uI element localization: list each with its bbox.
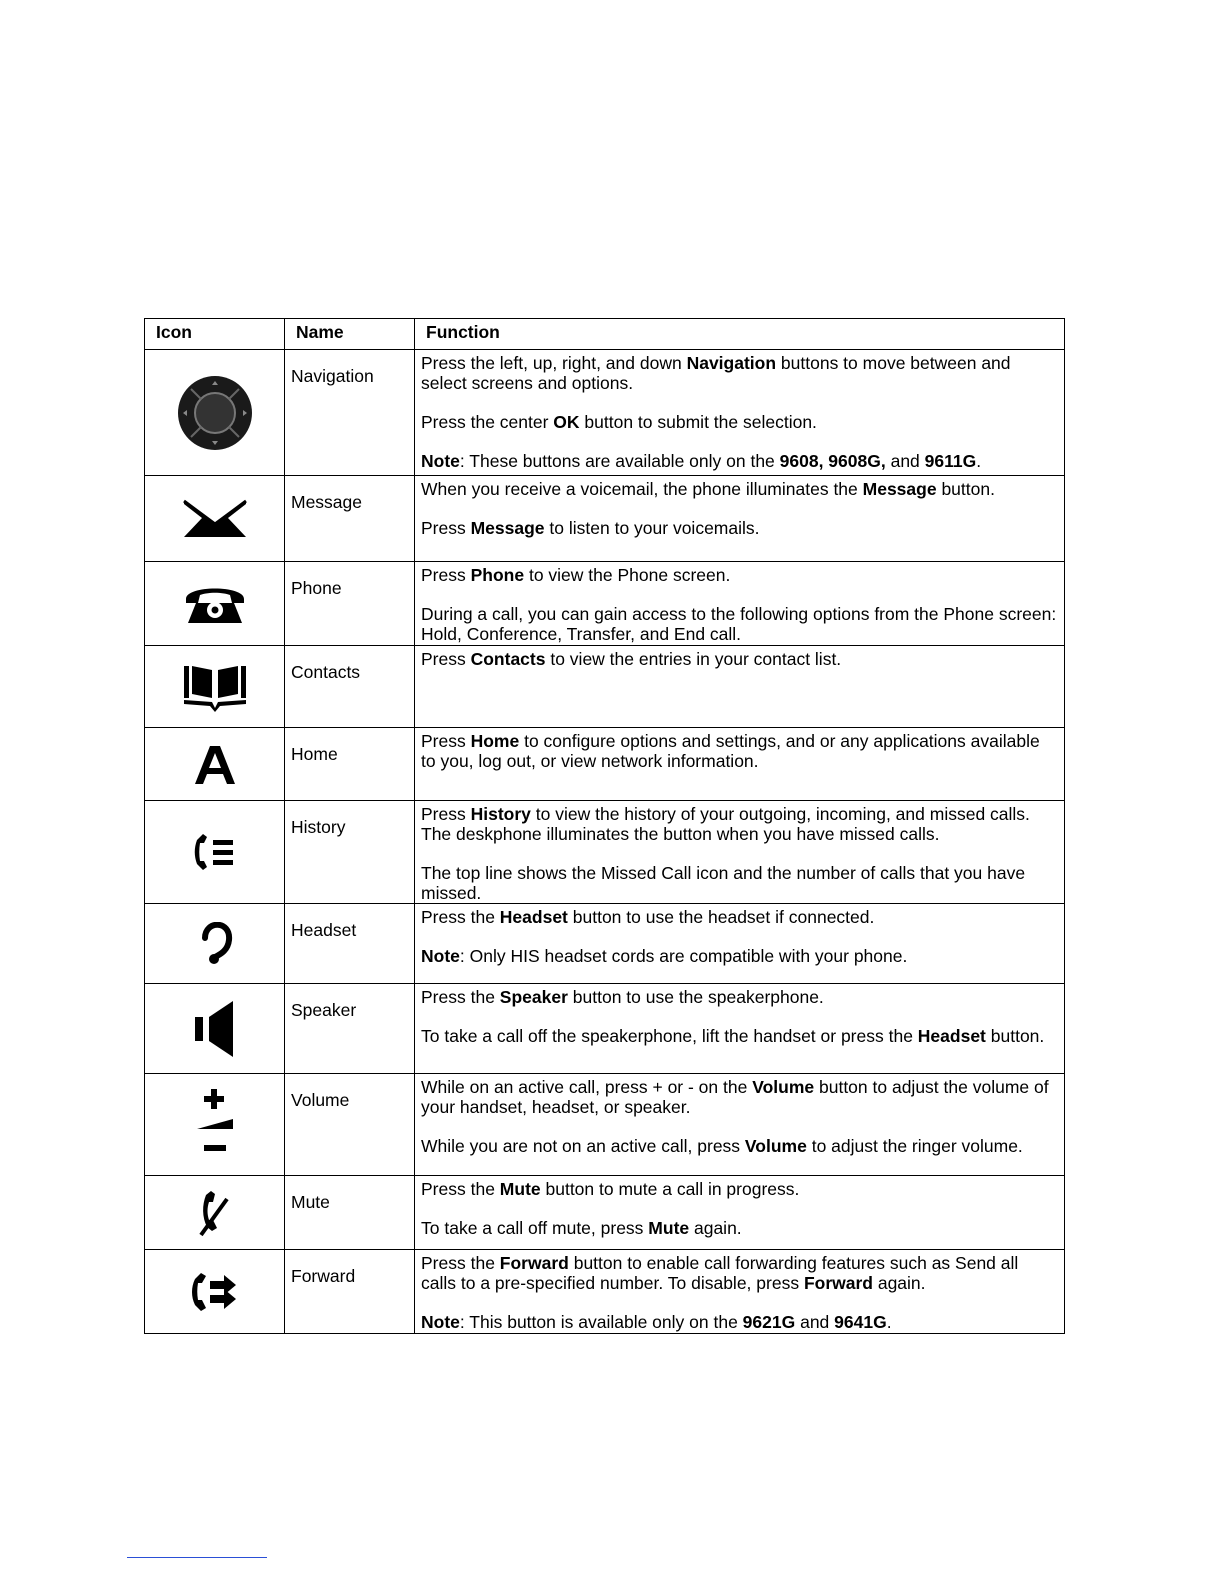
function-paragraph [421, 1136, 1058, 1156]
icon-cell [145, 904, 285, 984]
text-run: button to enable call forwarding features such as Send all calls to a pre-specified number. To disable, press [421, 1253, 1019, 1293]
button-name: Message [285, 476, 415, 562]
button-function [415, 1250, 1065, 1334]
bold-term: Mute [499, 1179, 541, 1199]
history-icon [193, 841, 237, 861]
button-name: Phone [285, 562, 415, 646]
bold-term: 9611G [924, 451, 977, 471]
text-run: Press [421, 649, 471, 669]
table-row [145, 350, 1065, 476]
bold-term: Note [421, 946, 460, 966]
bold-term: Phone [470, 565, 525, 585]
bold-term: Forward [499, 1253, 569, 1273]
text-run: Press the [421, 987, 500, 1007]
function-paragraph [421, 804, 1058, 844]
text-run: When you receive a voicemail, the phone illuminates the [421, 479, 863, 499]
text-run: During a call, you can gain access to the following options from the Phone screen: Hold, Conference, Transfer, and End call. [421, 604, 1057, 644]
button-function [415, 728, 1065, 801]
function-paragraph [421, 1026, 1058, 1046]
text-run: and [795, 1312, 835, 1332]
text-run: button to submit the selection. [579, 412, 817, 432]
bold-term: Headset [499, 907, 568, 927]
button-function [415, 1074, 1065, 1176]
bold-term: 9641G [834, 1312, 887, 1332]
button-function [415, 646, 1065, 728]
text-run: Press [421, 731, 471, 751]
home-icon [195, 753, 235, 773]
function-paragraph [421, 353, 1058, 393]
bold-term: Contacts [470, 649, 546, 669]
function-paragraph [421, 1253, 1058, 1293]
function-paragraph [421, 479, 1058, 499]
function-paragraph [421, 412, 1058, 432]
table-row [145, 1176, 1065, 1250]
text-run: to configure options and settings, and or any applications available to you, log out, or view network information. [421, 731, 1040, 771]
speaker-icon [193, 1017, 237, 1037]
button-name: Speaker [285, 984, 415, 1074]
function-paragraph [421, 649, 1058, 669]
bold-term: Home [470, 731, 520, 751]
text-run: Press [421, 804, 471, 824]
function-paragraph [421, 565, 1058, 585]
header-name: Name [285, 319, 415, 350]
text-run: again. [872, 1273, 926, 1293]
button-function [415, 904, 1065, 984]
text-run: button to mute a call in progress. [540, 1179, 800, 1199]
text-run: Press [421, 565, 471, 585]
button-name: Forward [285, 1250, 415, 1334]
bold-term: Message [862, 479, 937, 499]
text-run: While on an active call, press + or - on the [421, 1077, 753, 1097]
bold-term: 9608, 9608G, [779, 451, 886, 471]
bold-term: Volume [752, 1077, 815, 1097]
footnote-separator [127, 1557, 267, 1558]
bold-term: Navigation [686, 353, 777, 373]
text-run: button. [985, 1026, 1045, 1046]
phone-buttons-table [144, 318, 1065, 1334]
header-icon: Icon [145, 319, 285, 350]
text-run: Press the [421, 1253, 500, 1273]
bold-term: Note [421, 451, 460, 471]
headset-icon [197, 932, 233, 952]
table-row [145, 1074, 1065, 1176]
navigation-icon [177, 401, 253, 421]
text-run: button to use the headset if connected. [567, 907, 875, 927]
forward-icon [190, 1280, 240, 1300]
text-run: to listen to your voicemails. [544, 518, 760, 538]
text-run: The top line shows the Missed Call icon and the number of calls that you have missed. [421, 863, 1026, 903]
header-function: Function [415, 319, 1065, 350]
function-paragraph [421, 604, 1058, 644]
button-function [415, 562, 1065, 646]
icon-cell [145, 476, 285, 562]
function-paragraph [421, 1218, 1058, 1238]
function-paragraph [421, 518, 1058, 538]
button-name: Mute [285, 1176, 415, 1250]
bold-term: Message [470, 518, 545, 538]
button-name: History [285, 801, 415, 904]
text-run: button. [936, 479, 995, 499]
icon-cell [145, 1250, 285, 1334]
bold-term: Speaker [499, 987, 568, 1007]
text-run: again. [689, 1218, 742, 1238]
text-run: While you are not on an active call, press [421, 1136, 745, 1156]
bold-term: Forward [803, 1273, 873, 1293]
message-icon [182, 507, 248, 527]
text-run: and [885, 451, 925, 471]
bold-term: Mute [648, 1218, 690, 1238]
button-function [415, 476, 1065, 562]
icon-cell [145, 350, 285, 476]
icon-cell [145, 646, 285, 728]
button-name: Volume [285, 1074, 415, 1176]
text-run: To take a call off mute, press [421, 1218, 649, 1238]
text-run: button to adjust the volume of your handset, headset, or speaker. [421, 1077, 1049, 1117]
button-name: Headset [285, 904, 415, 984]
text-run: to adjust the ringer volume. [806, 1136, 1023, 1156]
text-run: buttons to move between and select screens and options. [421, 353, 1011, 393]
text-run: button to use the speakerphone. [567, 987, 824, 1007]
bold-term: Headset [917, 1026, 986, 1046]
bold-term: 9621G [742, 1312, 796, 1332]
button-function [415, 984, 1065, 1074]
table-row [145, 728, 1065, 801]
bold-term: Note [421, 1312, 460, 1332]
text-run: Press the center [421, 412, 554, 432]
text-run: Press the [421, 1179, 500, 1199]
bold-term: OK [553, 412, 580, 432]
function-paragraph [421, 863, 1058, 903]
function-paragraph [421, 907, 1058, 927]
contacts-icon [182, 675, 248, 695]
button-name: Navigation [285, 350, 415, 476]
text-run: Press the [421, 907, 500, 927]
text-run: . [886, 1312, 892, 1332]
icon-cell [145, 1074, 285, 1176]
table-row [145, 801, 1065, 904]
button-function [415, 801, 1065, 904]
text-run: . [976, 451, 982, 471]
table-row [145, 904, 1065, 984]
function-paragraph [421, 451, 1058, 471]
volume-icon [195, 1113, 235, 1133]
function-paragraph [421, 731, 1058, 771]
function-paragraph [421, 1077, 1058, 1117]
table-row [145, 984, 1065, 1074]
bold-term: Volume [744, 1136, 807, 1156]
button-name: Contacts [285, 646, 415, 728]
text-run: To take a call off the speakerphone, lift the handset or press the [421, 1026, 918, 1046]
function-paragraph [421, 1312, 1058, 1332]
bold-term: History [470, 804, 531, 824]
button-name: Home [285, 728, 415, 801]
phone-icon [182, 592, 248, 612]
table-row [145, 562, 1065, 646]
icon-cell [145, 984, 285, 1074]
function-paragraph [421, 946, 1058, 966]
text-run: : This button is available only on the [459, 1312, 743, 1332]
table-row [145, 1250, 1065, 1334]
text-run: to view the Phone screen. [524, 565, 731, 585]
icon-cell [145, 562, 285, 646]
icon-cell [145, 801, 285, 904]
icon-cell [145, 728, 285, 801]
function-paragraph [421, 1179, 1058, 1199]
text-run: to view the history of your outgoing, incoming, and missed calls. The deskphone illuminates the button when you have missed calls. [421, 804, 1030, 844]
table-row [145, 646, 1065, 728]
function-paragraph [421, 987, 1058, 1007]
text-run: to view the entries in your contact list. [545, 649, 842, 669]
text-run: : Only HIS headset cords are compatible with your phone. [459, 946, 908, 966]
text-run: Press [421, 518, 471, 538]
table-row [145, 476, 1065, 562]
table-header-row [145, 319, 1065, 350]
button-function [415, 350, 1065, 476]
icon-cell [145, 1176, 285, 1250]
button-function [415, 1176, 1065, 1250]
text-run: Press the left, up, right, and down [421, 353, 687, 373]
text-run: : These buttons are available only on the [459, 451, 780, 471]
mute-icon [197, 1201, 233, 1221]
